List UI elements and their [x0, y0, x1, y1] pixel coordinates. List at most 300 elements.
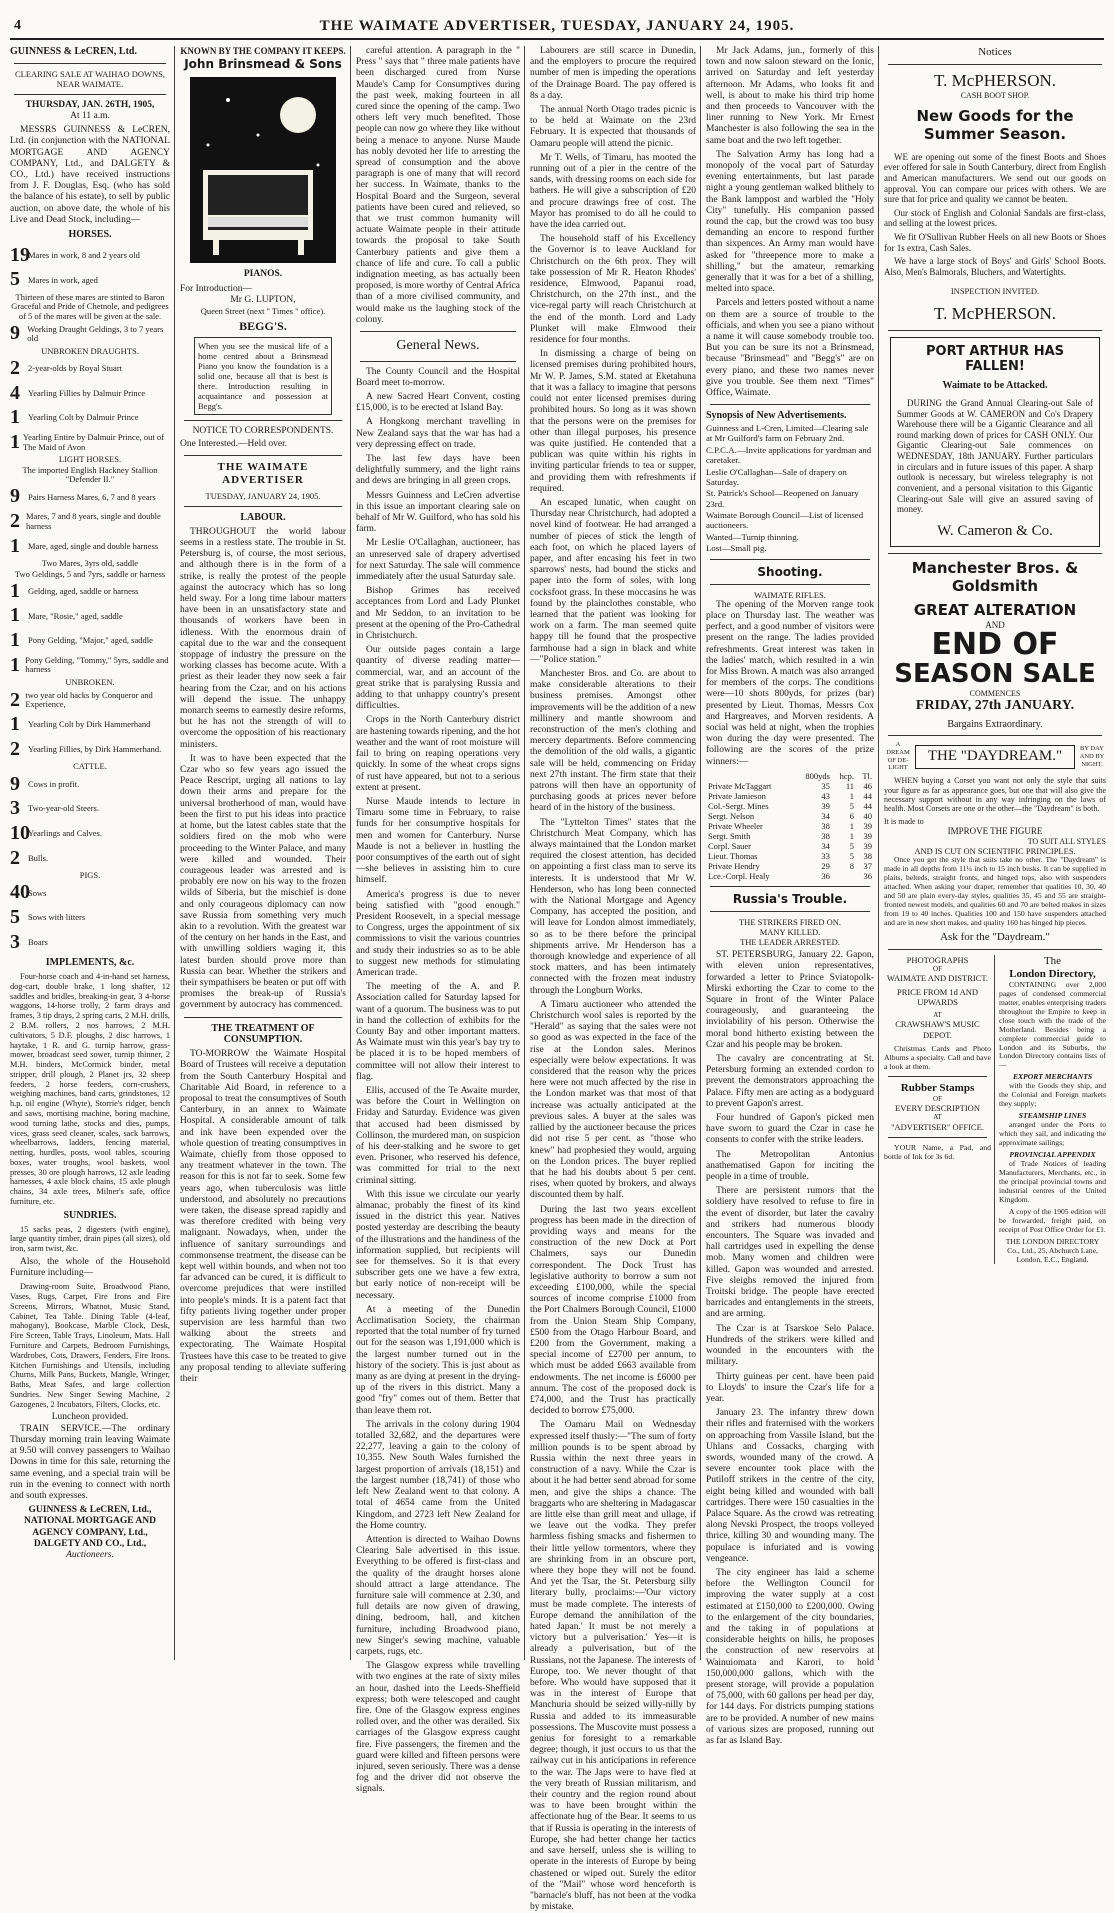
russia-para: The Metropolitan Antonius anathematised Gapon for inciting the people in a time of trouble. — [706, 1149, 874, 1183]
lot-number: 9 — [10, 485, 20, 508]
synopsis-item: Wanted—Turnip thinning. — [706, 531, 799, 542]
column-rule — [524, 46, 525, 1660]
ad-address: Queen Street (next " Times " office). — [200, 306, 326, 317]
news-para: In dismissing a charge of being on licensed premises during prohibited hours, Mr W. P. James, S.M. stated at Eketahuna that it was a fallacy to imagine that persons could not enter licensed premises during prohibited hours. So long as it was shown that the persons were on the premises for other than illegal purposes, his presence was quite justified. He contended that a publican was quite within his rights in inviting particular friends to tea or supper, and providing them with refreshments if required. — [530, 349, 696, 494]
ld-prov: PROVINCIAL APPENDIX — [1009, 1150, 1096, 1160]
score-row — [706, 811, 874, 821]
lot-list — [10, 244, 170, 954]
general-news-list — [356, 367, 520, 1796]
lot-item — [10, 466, 170, 485]
ld-export: EXPORT MERCHANTS — [1012, 1072, 1093, 1082]
lot-number: 4 — [10, 381, 20, 404]
score-row — [706, 801, 874, 811]
lot-number: 2 — [10, 846, 20, 869]
column-5 — [706, 46, 874, 1746]
photos-cards: Christmas Cards and Photo Albums a specialty. Call and have a look at them. — [884, 1043, 991, 1071]
russia-para: January 23. The infantry threw down their rifles and fraternised with the workers on approaching from Vassile Island, but the Uhlans and Cossacks, charging with swords, wounded many of the crowd. A severe encounter took place with the Putiloff strikers in the centre of the city, eight being killed and wounded with ball cartridges. There were 150 casualties in the Palace Square. As the crowd was retreating along Nevski Prospect, the troops volleyed thrice, killing 30 and wounding many. The populace is infuriated and is vowing vengeance. — [706, 1408, 874, 1564]
lot-number: 1 — [10, 579, 20, 602]
ld-steam: STEAMSHIP LINES — [1018, 1111, 1087, 1121]
news-para: The Glasgow express while travelling with two engines at the rate of sixty miles an hour, dashed into the Leeds-Sheffield express; both were telescoped and caught fire. One of the Glasgow express engines rolled over, and the other was derailed. Six carriages of the Glasgow express caught fire. Five passengers, the firemen and the guard were killed and fifteen persons were injured, seven seriously. There was a dense fog and the driver did not observe the signals. — [356, 1661, 520, 1795]
news-para: Crops in the North Canterbury district are hastening towards ripening, and the hot weather and the want of root moisture will fail to bring on reaping operations very quickly. In some of the wheat crops signs of rust have appeared, but not to a serious extent at present. — [356, 715, 520, 793]
lot-number: 2 — [10, 737, 20, 760]
ld-prov-text: of Trade Notices of leading Manufacturers, Merchants, etc., in the principal provincial towns and industrial centres of the United Kingdom. — [999, 1158, 1106, 1204]
sale-title: CLEARING SALE AT WAIHAO DOWNS, NEAR WAIMATE. — [14, 68, 166, 89]
score-table — [706, 771, 874, 881]
lot-description: CATTLE. — [73, 761, 107, 772]
lot-description: Working Draught Geldings, 3 to 7 years old — [27, 323, 164, 343]
daydream-suit: TO SUIT ALL STYLES — [1027, 836, 1106, 846]
score-cell: 35 — [821, 780, 830, 791]
horses-heading: HORSES. — [68, 229, 112, 241]
score-row — [706, 851, 874, 861]
notice-text: One Interested.—Held over. — [180, 438, 288, 449]
consumption-heading: THE TREATMENT OF CONSUMPTION. — [211, 1022, 315, 1046]
russia-subheading: THE LEADER ARRESTED. — [740, 937, 840, 948]
score-cell: 44 — [863, 800, 872, 811]
lot-item — [10, 485, 170, 509]
lot-description: Gelding, aged, saddle or harness — [28, 586, 139, 597]
cameron-subhead: Waimate to be Attacked. — [942, 380, 1048, 392]
lot-number: 1 — [10, 406, 20, 429]
lot-description: Yearlings and Calves. — [28, 828, 102, 839]
news-para: The annual North Otago trades picnic is to be held at Waimate on the 23rd February. It is expected that thousands of Oamaru people will attend the picnic. — [530, 105, 696, 149]
lot-number: 9 — [10, 772, 20, 795]
lot-item — [10, 713, 170, 737]
news-para: Parcels and letters posted without a name on them are a source of trouble to the officials, and when you see a piano without a name it will cause somebody trouble too. But you can be sure its not a Brinsmead, because "Brinsmead" and "Begg's" are on every piano, and these two names never give you trouble. See them next "Times" Office, Waimate. — [706, 298, 874, 399]
mcpherson-name: T. McPHERSON. — [934, 303, 1056, 323]
lot-item — [10, 322, 170, 346]
score-cell: 39 — [863, 840, 872, 851]
labour-para: THROUGHOUT the world labour seems in a restless state. The trouble in St. Petersburg is, of course, the most serious, and although there is in the form of a strike, is really the protest of the people against the autocracy which has so long held sway. For a long time labour matters have been in an unsatisfactory state and thousands of workers have been in idleness. With the enormous drain of capital due to the war and the consequent stoppage of industry the pressure on the working classes has become acute. With a priest as their leader they now seek a fair hearing from the Czar, and on his actions will depend the issue. The unhappy monarch seems to earnestly desire reforms, but he has not the strength of will to overcome the opposition of his reactionary ministers. — [180, 526, 346, 750]
stamps-of: OF — [933, 1095, 942, 1104]
score-cell: Private McTaggart — [708, 780, 772, 791]
russia-paragraphs — [706, 950, 874, 1747]
lot-item — [10, 604, 170, 628]
news-para: Mr Jack Adams, jun., formerly of this town and now saloon steward on the Ionic, arrived on Saturday and left yesterday afternoon. Mr Adams, who looks fit and well, is about to make his third trip home and then proceeds to Vancouver with the liner running to New York. Mr Ernest Manchester is also following the sea in the same boat and the two left together. — [706, 46, 874, 146]
russia-para: There are persistent rumors that the soldiery have resolved to refuse to fire in the event of disorder, but later the cavalry and strikers had numerous bloody encounters. The Square was invaded and hall cartridges used in expelling the dense mob. Many women and children were killed. Gapon was wounded and arrested. Five sleighs removed the injured from Troitski bridge. The people have erected barricades and entanglements in the streets, and are arming. — [706, 1186, 874, 1320]
sundries-text: 15 sacks peas, 2 digesters (with engine), large quantity timber, drain pipes (all sizes), old iron, sarm twist, &c. — [10, 1224, 170, 1254]
russia-heading: Russia's Trouble. — [732, 891, 848, 906]
score-cell — [832, 871, 856, 881]
photos-district: WAIMATE AND DISTRICT. — [886, 973, 989, 984]
lot-number: 5 — [10, 906, 20, 929]
ad-agent: Mr G. LUPTON, — [230, 295, 296, 306]
implements-text: Four-horse coach and 4-in-hand set harness, dog-cart, double brake, 1 long shafter, 12 saddles and bridles, breaking-in gear, 3 4-horse waggons, 14-horse trolly, 2 farm drays and frames, 3 tip drays, 2 spring carts, 2 M.H. drills, 2 B.M. rollers, 2 nos harrows, 2 M.H. cultivators, 5 D.F. ploughs, 2 disc harrows, 1 haytake, 1 R. and G. turnip harrow, grass-mower, broadcast seed sower, turnip thinner, 2 M.H. binders, McCormick binder, metal stripper, drill plough, 2 Planet jrs, 32 sheep feeders, 2 horse feeders, corn-crushers, weighing machines, band carts, grindstones, 12 h.p. oil engine (Whyte), Storrie's ridger, bench and saws, mortising machine, boring machine, wood turning lathe, stocks and dies, pumps, vices, grass seed cleaner, scales, sack barrows, wheelbarrows, ladders, fencing material, netting, hurdles, posts, wool tables, scouring boxes, water troughs, wool baskets, wool presses, 30 ore plough harrows, 12 axle leading harnesses, 4 axle block chains, 15 axle plough chains, 34 axle trees, Milner's safe, office furniture, etc. — [10, 972, 170, 1206]
news-para: Messrs Guinness and LeCren advertise in this issue an important clearing sale on behalf of Mr W. Guilford, who has sold his farm. — [356, 490, 520, 535]
lot-number: 1 — [10, 604, 20, 627]
photos-price: PRICE FROM 1d AND UPWARDS — [896, 987, 978, 1008]
daydream-name: THE "DAYDREAM." — [915, 745, 1075, 769]
mcpherson-name: T. McPHERSON. — [934, 70, 1056, 90]
news-para: A Timaru auctioneer who attended the Christchurch wool sales is reported by the "Herald" as saying that the sales were not so good as was expected in the face of the rise at the London sales. Merinos especially were below expectations. It was considered that the reason why the prices here were not much affected by the rise in the London market was that most of that increase was actually anticipated at the previous sales. A buyer at the sales was rallied by the auctioneer because the prices did not rise 5 per cent. as "those who knew" had prophesied they would, arguing on the London prices. The buyer replied that he had his doubts about 5 per cent. rises, when quoted by brokers, and always discounted them by half. — [530, 999, 696, 1201]
ld-copy: A copy of the 1905 edition will be forwarded, freight paid, on receipt of Post Office Order for £1. — [999, 1206, 1106, 1234]
ad-headline: KNOWN BY THE COMPANY IT KEEPS. — [180, 46, 346, 56]
mcpherson-text: Our stock of English and Colonial Sandals are first-class, and selling at the lowest prices. — [884, 207, 1106, 229]
lot-item — [10, 762, 170, 771]
score-cell: 1 — [849, 790, 855, 801]
ld-address: THE LONDON DIRECTORY Co., Ltd., 25, Abchurch Lane, London, E.C., England. — [1005, 1236, 1100, 1264]
lot-description: Sows with litters — [28, 912, 86, 923]
column-6-ads — [884, 46, 1106, 1660]
lot-item — [10, 268, 170, 292]
news-para: The County Council and the Hospital Board meet to-morrow. — [356, 366, 520, 388]
score-row — [706, 871, 874, 881]
lot-item — [10, 580, 170, 604]
score-cell: 39 — [863, 830, 872, 841]
lot-item — [10, 293, 170, 321]
lot-description: Yearling Colt by Dirk Hammerhand — [28, 719, 151, 730]
paper-date: TUESDAY, JANUARY 24, 1905. — [205, 491, 321, 501]
synopsis-item: Leslie O'Callaghan—Sale of drapery on Saturday. — [706, 466, 847, 487]
lot-item — [10, 347, 170, 356]
score-cell: 29 — [821, 860, 830, 871]
sale-time: At 11 a.m. — [70, 111, 110, 122]
cameron-firm: W. Cameron & Co. — [937, 522, 1053, 539]
sale-date: THURSDAY, JAN. 26TH, 1905, — [25, 99, 155, 110]
lot-item — [10, 455, 170, 464]
lot-item — [10, 847, 170, 871]
russia-subheading: MANY KILLED. — [759, 927, 821, 938]
lot-description: Bulls. — [28, 852, 49, 863]
furniture-text: Drawing-room Suite, Broadwood Piano, Vases, Rugs, Carpet, Fire Irons and Fire Screens, Mirrors, Whatnot, Music Stand, Cabinet, Tea Table. Dining Table (4-leaf, mahogany), Bookcase, Marble Clock, Desk, Fire Screen, Table Trays, Linoleum, Mats. Hall Furniture and Carpets, Bedroom Furnishings, Wardrobes, Cots, Drawers, Fenders, Fire Irons. Kitchen Furnishings and Utensils, including Churns, Milk Pans, Buckets, Mangle, Wringer, Baths, Meat Safes, and large collection Sundries. New Singer Sewing Machine, 2 Gazogenes, 2 Incubators, Filters, Clocks, etc. — [10, 1282, 170, 1409]
lot-description: 2-year-olds by Royal Stuart — [28, 363, 123, 374]
column-1 — [10, 46, 170, 1660]
lot-description: two year old hacks by Conqueror and Experience, — [25, 690, 153, 710]
score-col-header: 800yds — [805, 770, 830, 781]
synopsis-item: Waimate Borough Council—List of licensed auctioneers. — [706, 510, 864, 531]
bottom-ads — [884, 955, 1106, 1265]
lot-item — [10, 738, 170, 762]
lot-description: Yearling Fillies by Dalmuir Prince — [28, 387, 146, 398]
daydream-text: WHEN buying a Corset you want not only the style that suits your figure as far as appearance goes, but one that will also give the necessary support without in any way infringing on the laws of health. Most Corsets are one or the other—the "Daydream" is both. — [884, 776, 1106, 814]
synopsis-list — [706, 423, 874, 554]
score-cell: 43 — [821, 790, 830, 801]
score-row — [706, 831, 874, 841]
russia-para: Thirty guineas per cent. have been paid to Lloyds' to insure the Czar's life for a year. — [706, 1371, 874, 1404]
score-cell: 38 — [821, 820, 830, 831]
lot-description: UNBROKEN. — [65, 677, 115, 688]
lot-number: 3 — [10, 930, 20, 953]
ad-beggs-text: When you see the musical life of a home centred about a Brinsmead Piano you know the foundation is a solid one, because all that is best is there. Introduction resulting in acquaintance and possession at Begg's. — [194, 337, 332, 415]
lot-number: 3 — [10, 797, 20, 820]
mcpherson-subtitle: CASH BOOT SHOP. — [960, 91, 1030, 101]
cameron-text: DURING the Grand Annual Clearing-out Sale of Summer Goods at W. CAMERON and Co's Drapery Warehouse there will be a Gigantic Clearance and all round marking down of prices for CASH ONLY. Our Gigantic Clearing-out Sale commences on WEDNESDAY, 18th JANUARY. Further particulars in circulars and in future issues of this paper. A sharp outlook is necessary, but wireless telegraphy is not convenient, and a personal visitation to this Gigantic Clearing-out Sale will give an assured saving of money. — [897, 398, 1093, 515]
manchester-head1: GREAT ALTERATION — [913, 600, 1077, 619]
lot-description: Two Mares, 3yrs old, saddle — [41, 558, 139, 569]
score-cell: 1 — [849, 830, 855, 841]
news-para: The Salvation Army has long had a monopoly of the vocal part of Saturday evening entertainments, but last parade night a young gentleman walked blithely to the Bank lamppost and warbled the "Holy City" tunefully. His companion passed round the cap, but the crowd was too busy demanding an encore to respond further than sixpences. An Army man would have asked for "threepence more to make a shilling," but the amateur, remarking generally that it was for a bet of a shilling, melted into space. — [706, 149, 874, 295]
score-row — [706, 861, 874, 871]
score-cell: 40 — [863, 810, 872, 821]
russia-subheading: THE STRIKERS FIRED ON. — [738, 917, 841, 928]
mcpherson-inspection: INSPECTION INVITED. — [950, 285, 1040, 296]
score-col-header: hcp. — [839, 770, 855, 781]
shooting-heading: Shooting. — [757, 564, 823, 579]
score-row — [706, 791, 874, 801]
score-row — [706, 821, 874, 831]
ad-beggs: BEGG'S. — [239, 319, 287, 334]
news-para: The arrivals in the colony during 1904 totalled 32,682, and the departures were 22,277, leaving a gain to the colony of 10,355. New South Wales furnished the largest proportion of arrivals (18,151) and the largest number (18,741) of those who left New Zealand went to that colony. A total of 4654 came from the United Kingdom, and 2723 left New Zealand for the Home country. — [356, 1419, 520, 1531]
manchester-head2: END OF — [931, 627, 1059, 663]
lot-description: Cows in profit. — [28, 778, 80, 789]
lot-item — [10, 822, 170, 846]
lot-item — [10, 871, 170, 880]
masthead — [10, 2, 1104, 40]
auction-firm: GUINNESS & LeCREN, Ltd. — [10, 46, 137, 57]
news-para: A new Sacred Heart Convent, costing £15,000, is to be erected at Island Bay. — [356, 392, 520, 414]
synopsis-item: St. Patrick's School—Reopened on January 23rd. — [706, 488, 859, 509]
score-cell: 39 — [821, 800, 830, 811]
lot-number: 19 — [10, 243, 30, 266]
luncheon-text: Luncheon provided. — [51, 1412, 129, 1423]
lot-number: 40 — [10, 881, 30, 904]
synopsis-item: Guinness and L-Cren, Limited—Clearing sale at Mr Guilford's farm on February 2nd. — [706, 423, 869, 444]
cameron-headline: PORT ARTHUR HAS FALLEN! — [925, 343, 1065, 374]
signature: DALGETY AND CO., Ltd., — [33, 1538, 147, 1549]
shooting-text: The opening of the Morven range took place on Thursday last. The weather was perfect, and a good number of visitors were present on the range. The ladies provided refreshments. Great interest was taken in the ladies' match, which resulted in a win for Miss Brown. A match was also arranged for members of the corps. The conditions were—10 shots 800yds, for prizes (bar) presented by Lieut. Thomas, Messrs Cox and Hargreaves, and Morven residents. A social was held at night, when the trophies won during the day were presented. The following are the scores of the prize winners:— — [706, 599, 874, 767]
news-para: America's progress is due to never being satisfied with "good enough." President Roosevelt, in a special message to Congress, urges the appointment of six commissions to visit the various countries and study their industries so as to be able to suggest new methods for stimulating American trade. — [356, 889, 520, 978]
news-para: Manchester Bros. and Co. are about to make considerable alterations to their business premises. Amongst other improvements will be the addition of a new millinery and mantle showroom and reconstruction of the men's clothing and mercery departments. Before commencing the demolition of the old walls, a gigantic sale will be held, commencing on Friday next 27th instant. The firm state that their patrons will then have an opportunity of purchasing goods at prices never before heard of in the history of the business. — [530, 668, 696, 814]
notices-heading: Notices — [978, 46, 1012, 58]
score-cell: 1 — [849, 820, 855, 831]
shooting-subheading: WAIMATE RIFLES. — [754, 589, 826, 600]
lot-item — [10, 510, 170, 534]
sale-intro: MESSRS GUINNESS & LeCREN, Ltd. (in conjunction with the NATIONAL MORTGAGE AND AGENCY COMPANY, Ltd., and DALGETY & CO., Ltd.) have received instructions from J. F. Douglas, Esq. (who has sold the balance of his estate), to sell by public auction, on above date, the whole of his Live and Dead Stock, including— — [10, 125, 170, 225]
daydream-science: AND IS CUT ON SCIENTIFIC PRINCIPLES. — [914, 846, 1076, 857]
score-col-header — [706, 771, 794, 781]
lot-description: Pairs Harness Mares, 6, 7 and 8 years — [28, 491, 156, 502]
lot-description: LIGHT HORSES. — [58, 454, 122, 465]
ld-name: London Directory, — [1009, 967, 1096, 980]
labour-para: It was to have been expected that the Czar who so few years ago issued the Peace Rescript, urging all nations to lay down their arms and prepare for the universal brotherhood of man, would have been the first to put his ideas into practice at home, but the latest cables state that the soldiers fired on the mob who were proceeding to the Winter Palace, and many were killed and wounded. Their courageous leader was arrested and is probably ere now on his way to the frozen wilds of Siberia, but the mischief is done and only courageous diplomacy can now save Russia from something very much akin to a revolution. With the greatest war of the century on her hands in the East, and with unwilling soldiers waging it, this latest burden should prove more than Russia can bear. Whether the strikers and their sympathisers be beaten or put off with promises the break-up of Russia's government by autocracy has commenced. — [180, 753, 346, 1011]
score-cell: Lce.-Corpl. Healy — [708, 870, 770, 881]
news-para: During the last two years excellent progress has been made in the direction of providing ways and means for the construction of the new Dock at Port Chalmers, says our Dunedin correspondent. The Dock Trust has legislative authority to borrow a sum not exceeding £100,000, while the special sources of income comprise £1000 from the Port Chalmers Borough Council, £1000 from the Union Steam Ship Company, £500 from the Otago Harbour Board, and £200 from the Government, making a special income of £2700 per annum, to which must be added £663 available from endowments. The net income is £6000 per annum. The cost of the proposed dock is £74,000, and the Trust has practically decided to borrow £75,000. — [530, 1204, 696, 1417]
signature: NATIONAL MORTGAGE AND AGENCY COMPANY, Ltd., — [24, 1516, 156, 1538]
lot-description: Mares, 7 and 8 years, single and double harness — [25, 511, 161, 531]
daydream-left: A DREAM OF DE-LIGHT — [886, 741, 910, 772]
lot-number: 1 — [10, 653, 20, 676]
news-para: At a meeting of the Dunedin Acclimatisation Society, the chairman reported that the total number of fry turned out for the season was 1,191,000 which is the largest number turned out in the history of the society. This is just about as many as are dying at present in the drying-up of the rivers in this district. Many a good "fry" comes out of them. Better that than leave them rot. — [356, 1304, 520, 1416]
lot-number: 2 — [10, 688, 20, 711]
piano-illustration — [188, 75, 338, 265]
score-cell: Sergt. Nelson — [708, 810, 755, 821]
russia-para: Four hundred of Gapon's picked men have sworn to guard the Czar in case he consents to confer with the strike leaders. — [706, 1113, 874, 1146]
lot-item — [10, 654, 170, 678]
lot-description: Mares in work, 8 and 2 years old — [28, 249, 140, 260]
lot-description: Yearling Entire by Dalmuir Prince, out of The Maid of Avon — [22, 432, 164, 452]
column-4 — [530, 46, 696, 1913]
score-cell: 46 — [863, 780, 872, 791]
lot-description: Mare, "Rosie," aged, saddle — [28, 610, 123, 621]
lot-item — [10, 431, 170, 455]
masthead-title: THE WAIMATE ADVERTISER, TUESDAY, JANUARY 24, 1905. — [319, 18, 795, 34]
news-para: The Oamaru Mail on Wednesday expressed itself thusly:—"The sum of forty million pounds is to be spent abroad by Russia within the next three years in construction of a navy. While the Czar is about it he had better send abroad for some men, and give the ships a chance. The braggarts who are sheltering in Madagascar are little else than grill meat and ullage, if we leave out the vodka. They prefer harmless fishing smacks and fishermen to their little yellow tormentors, where they are shrinking from in an obscure port, where they hope they will not be found. And yet the Tsar, the St. Petersburg silly literary bully, proclaims:—'Our victory must be made complete. The interests of Europe demand the annihilation of the hated Japan.' It must be not merely a victory but a pulverisation.' Yes—it is already a pulverisation, but of the Russians, not the Japanese. The interests of Europe, too. We never thought of that before. Who would have supposed that it was in the interest of Europe that Manchuria should be seized willy-nilly by Russia and added to its immeasurable possessions. The Muscovite must possess a genius for foresight to a remarkable degree; though, it just occurs to us that the railway cut in his anticipations in reference to the war. The Japs were to have fled at the very breath of Russian militarism, and their country and the region round about was to have been brought within the affectionate hug of the Bear. It seems to us that if Russia is operating in the interests of Europe, she had better change her tactics and save herself, unless she is willing to operate in the interests of Europe by being chastened or wiped out. Surely the editor of the "Mail" whose word henceforth is "barnacle's bluff, has not been at the vodka by mistake. — [530, 1420, 696, 1913]
signature: Auctioneers. — [66, 1549, 114, 1560]
lot-item — [10, 797, 170, 821]
lot-description: Yearling Fillies, by Dirk Hammerhand. — [28, 743, 162, 754]
lot-description: Thirteen of these mares are stinted to Baron Graceful and Pride of Chetnole, and pedigrees of 5 of the mares will be given at the sale. — [11, 292, 169, 321]
news-para: Nurse Maude intends to lecture in Timaru some time in February, to raise funds for her consumptive hospitals for men and women for Canterbury. Nurse Maude is not a believer in hustling the poor consumptives of the earth out of sight—she believes in assisting him to cure himself. — [356, 796, 520, 886]
score-cell: Private Wheeler — [708, 820, 763, 831]
score-cell: 5 — [849, 800, 855, 811]
lot-description: Pony Gelding, "Major," aged, saddle — [28, 635, 153, 646]
implements-heading: IMPLEMENTS, &c. — [45, 957, 135, 969]
general-news-heading: General News. — [396, 338, 480, 354]
score-cell: 36 — [863, 870, 872, 881]
news-para: The meeting of the A. and P. Association called for Saturday lapsed for want of a quorum. The business was to put in hand the collection of exhibits for the County Bay and other important matters. As Waimate must win this year's bay try to be placed it is to be hoped members of committee will not allow their interest to flag. — [356, 982, 520, 1082]
photos-shop: CRAWSHAW'S MUSIC DEPOT. — [895, 1019, 980, 1040]
daydream-header — [884, 741, 1106, 772]
score-cell: 11 — [845, 780, 855, 791]
daydream-improve: IMPROVE THE FIGURE — [947, 826, 1043, 837]
manchester-commences: COMMENCES — [969, 688, 1021, 698]
lot-description: The imported English Hackney Stallion "Defender II." — [22, 464, 158, 485]
lot-description: Boars — [28, 936, 48, 947]
synopsis-heading: Synopsis of New Advertisements. — [706, 410, 847, 422]
lot-description: Two-year-old Steers. — [28, 803, 99, 814]
daydream-made: It is made to — [884, 816, 924, 826]
score-cell: 44 — [863, 790, 872, 801]
column-3 — [356, 46, 520, 1795]
lot-description: UNBROKEN DRAUGHTS. — [41, 345, 139, 356]
synopsis-item: C.P.C.A.—Invite applications for yardman and caretaker. — [706, 444, 872, 466]
news-para: Our outside pages contain a large quantity of diverse reading matter—commercial, war, and an account of the great strike that is paralysing Russia and adding to that unhappy country's present difficulties. — [356, 645, 520, 712]
daydream-right: BY DAY AND BY NIGHT. — [1079, 745, 1105, 768]
lot-description: Yearling Colt by Dalmuir Prince — [28, 412, 139, 423]
russia-para: The cavalry are concentrating at St. Petersburg forming an extended cordon to prevent the demonstrators approaching the Palace. Fifty men are acting as a bodyguard to prevent Gapon's arrest. — [706, 1054, 874, 1109]
score-cell: 8 — [849, 860, 855, 871]
mcpherson-text: We have a large stock of Boys' and Girls' School Boots. Also, Men's Balmorals, Bluchers, and Watertights. — [884, 256, 1106, 277]
manchester-date: FRIDAY, 27th JANUARY. — [915, 698, 1075, 714]
lot-item — [10, 881, 170, 905]
crawshaw-ad — [884, 955, 995, 1265]
lot-item — [10, 244, 170, 268]
news-para: The household staff of his Excellency the Governor is to leave Auckland for Christchurch on the 6th prox. They will take possession of Mr R. Heaton Rhodes' residence, Elmwood, Papanui road, Christchurch, on the 27th inst., and the vice-regal party will reach Christchurch at the end of the month. Lord and Lady Plunket will make Elmwood their residence for four months. — [530, 234, 696, 346]
stamps-every: EVERY DESCRIPTION — [895, 1103, 980, 1114]
photos-of: OF — [933, 964, 942, 973]
russia-para: ST. PETERSBURG, January 22. Gapon, with eleven union representatives, forwarded a letter to Prince Sviatopolk-Mirski exhorting the Czar to come to the Square in front of the Winter Palace courageously, and guaranteeing the inviolability of his person. Otherwise the moral bond hitherto existing between the Czar and his people may be broken. — [706, 950, 874, 1050]
mcpherson-headline: New Goods for the Summer Season. — [916, 107, 1074, 144]
lot-number: 9 — [10, 322, 20, 345]
score-cell: Corpl. Sauer — [708, 840, 751, 851]
score-cell: 34 — [821, 840, 830, 851]
news-para: Labourers are still scarce in Dunedin, and the employers to procure the required number of men is impeding the operations of the Drainage Board. The pay offered is 8s a day. — [530, 46, 696, 101]
manchester-head3: SEASON SALE — [894, 659, 1096, 690]
lot-item — [10, 629, 170, 653]
sundries-heading: SUNDRIES. — [63, 1209, 117, 1221]
news-para: With this issue we circulate our yearly almanac, probably the finest of its kind issued in the district this year. Natives posted yesterday are describing the beauty of the illustrations and the handiness of the information supplied, but recipients will see for themselves. So it is that every subscriber gets one we have a few extra, but early notice of non-receipt will be necessary. — [356, 1189, 520, 1301]
lot-description: Sows — [28, 887, 47, 898]
labour-heading: LABOUR. — [240, 512, 286, 524]
score-col-header: Tl. — [862, 770, 872, 781]
lot-number: 2 — [10, 510, 20, 533]
page-number: 4 — [14, 18, 21, 33]
score-cell: 38 — [821, 830, 830, 841]
news-para: A Hongkong merchant travelling in New Zealand says that the war has had a very depressing effect on trade. — [356, 417, 520, 450]
russia-para: The Czar is at Tsarskoe Selo Palace. Hundreds of the strikers were killed and wounded in the encounters with the military. — [706, 1323, 874, 1368]
ld-steam-text: arranged under the Ports to which they sail, and indicating the approximate sailings; — [999, 1120, 1106, 1148]
score-cell: Private Hendry — [708, 860, 760, 871]
column-rule — [700, 46, 701, 1660]
london-directory-ad — [999, 955, 1106, 1265]
editorial-continued: careful attention. A paragraph in the " Press " says that " three male patients have been discharged cured from Nurse Maude's Camp for Consumptives during the past week, making fourteen in all cured since the opening of the camp. Two others left very much benefited. Those people can now go where they like without being a menace to anyone. Nurse Maude has nobly devoted her life to arresting the spread of consumption and the above paragraph is one of many that will record her success. In Waimate, thanks to the Hospital Board and the Surgeon, several patients have been cured and relieved, so that we trust common humanity will actuate Waimate people in their attitude towards the proposal to take South Canterbury patients and give them a chance of life and cure. To call a public indignation meeting, as has actually been proposed, is more worthy of Central Africa than of a more civilised community, and would make us the laughing stock of the colony. — [356, 46, 520, 325]
score-row — [706, 841, 874, 851]
cameron-ad — [890, 337, 1100, 548]
mcpherson-text: WE are opening out some of the finest Boots and Shoes ever offered for sale in South Canterbury, direct from English and American manufacturers. We send out our goods on approval. You can compare our prices with others. We are sure that for price and quality we cannot be beaten. — [884, 151, 1106, 205]
lot-item — [10, 570, 170, 579]
lot-item — [10, 773, 170, 797]
score-cell: 34 — [821, 810, 830, 821]
lot-item — [10, 382, 170, 406]
daydream-ask: Ask for the "Daydream." — [940, 930, 1050, 943]
stamps-your: YOUR Name, a Pad, and bottle of Ink for 3s 6d. — [884, 1142, 991, 1161]
photos-at: AT — [933, 1011, 942, 1020]
score-cell: Sergt. Smith — [708, 830, 751, 841]
score-cell: 38 — [863, 850, 872, 861]
lot-item — [10, 678, 170, 687]
score-cell: 33 — [821, 850, 830, 861]
daydream-text2: Once you get the style that suits take no other. The "Daydream" is made in all depths from 11¼ inch to 15 inch busks. It can be supplied in plaits, belteds, straight fronts, and hinged tops, also with suspenders attached. When asking your draper, remember that qualities 10, 30, 40 and 50 are plain every-day styles, qualities 35, 45 and 55 are straight-fronted newest models, and qualities 60 and 70 are belted makes in sizes from 19 to 40 inches. Qualities 100 and 150 have suspenders attached and are in new short makes, and quality 160 has hinged hip pieces. — [884, 855, 1106, 927]
score-cell: Col.-Sergt. Mines — [708, 800, 769, 811]
lot-item — [10, 931, 170, 955]
stamps-heading: Rubber Stamps — [900, 1082, 975, 1095]
lot-item — [10, 906, 170, 930]
stamps-at: AT — [933, 1113, 942, 1122]
score-cell: 37 — [863, 860, 872, 871]
news-para: An escaped lunatic, when caught on Thursday near Christchurch, had adopted a novel kind of footwear. He had arranged a number of pieces of stick the length of each foot, on which he placed layers of paper, and after encasing his feet in two sparrows' nests, had bound the sticks and paper into the form of soles, with long cocksfoot grass. In these moccasins he was found by the plainclothes constable, who learned that the patient was looking for work on a farm. The man seemed quite happy till he found that the prospective farmhouse had a sign in black and white—"Police station." — [530, 497, 696, 665]
ld-text: CONTAINING over 2,000 pages of condensed commercial matter, enables enterprising traders throughout the Empire to keep in close touch with the trade of the Motherland. Besides being a complete commercial guide to London and its Suburbs, the London Directory contains lists of— — [999, 979, 1106, 1070]
lot-item — [10, 357, 170, 381]
score-cell: Lieut. Thomas — [708, 850, 758, 861]
news-paragraphs — [530, 46, 696, 1913]
news-para: Mr T. Wells, of Timaru, has mooted the running out of a pier in the centre of the sands, with dressing rooms on each side for bathers. He will give a subscription of £20 and procure drawings free of cost. The Mayor has promised to do all he could to have the idea carried out. — [530, 152, 696, 231]
ad-pianos: PIANOS. — [243, 268, 283, 279]
lot-item — [10, 406, 170, 430]
lot-number: 1 — [10, 629, 20, 652]
lot-item — [10, 559, 170, 568]
paper-nameplate: THE WAIMATE ADVERTISER — [217, 461, 309, 487]
signature: GUINNESS & LeCREN, Ltd., — [28, 1505, 152, 1516]
lot-number: 10 — [10, 821, 30, 844]
news-para: The "Lyttelton Times" states that the Christchurch Meat Company, which has always maintained that the London market required the closest attention, has decided on appointing a first class man to serve its interests. It is understood that Mr W. Henderson, who has long been connected with the National Mortgage and Agency Company, has accepted the position, and will leave for London almost immediately, so as to be there before the principal shipments arrive. Mr Henderson has a thorough knowledge and experience of all stock matters, and has been intimately connected with the frozen meat industry through the Longburn Works. — [530, 817, 696, 996]
household-text: Also, the whole of the Household Furniture including— — [10, 1256, 170, 1279]
column-2 — [180, 46, 346, 1660]
lot-number: 1 — [10, 534, 20, 557]
score-cell: 39 — [863, 820, 872, 831]
score-cell: 36 — [821, 870, 830, 881]
notice-heading: NOTICE TO CORRESPONDENTS. — [192, 425, 334, 436]
lot-number: 5 — [10, 268, 20, 291]
lot-description: Mare, aged, single and double harness — [28, 540, 159, 551]
moon-icon — [280, 97, 316, 133]
news-para: Bishop Grimes has received acceptances from Lord and Lady Plunket and Mr Seddon, to an invitation to be present at the opening of the Pro-Cathedral in Christchurch. — [356, 586, 520, 642]
lot-item — [10, 689, 170, 713]
ad-intro: For Introduction— — [180, 283, 253, 294]
column-rule — [350, 46, 351, 1660]
score-row — [706, 781, 874, 791]
train-text: TRAIN SERVICE.—The ordinary Thursday morning train leaving Waimate at 9.50 will convey passengers to Waihao Downs in time for this sale, returning the same evening, and a special train will be run in the evening to connect with north and south expresses. — [10, 1423, 170, 1501]
synopsis-item: Lost—Small pig. — [706, 543, 767, 554]
lot-description: Mares in work, aged — [28, 274, 98, 285]
lot-number: 1 — [10, 430, 20, 453]
manchester-and: AND — [985, 619, 1005, 630]
lot-number: 1 — [10, 713, 20, 736]
news-para: Attention is directed to Waihao Downs Clearing Sale advertised in this issue. Everything to be offered is first-class and the quality of the draught horses alone should attract a large attendance. The furniture sale will commence at 2.30, and full details are now given of drawing, dining, bedroom, hall, and kitchen furniture, including Broadwood piano, new Singer's sewing machine, valuable carpets, rugs, etc. — [356, 1534, 520, 1657]
russia-para: The city engineer has laid a scheme before the Wellington Council for improving the water supply at a cost estimated at £150,000 to £200,000. Owing to the enlargement of the city boundaries, and the taking in of populations at considerable heights on hills, he proposes the construction of new reservoirs at Wainuiomata and Karori, to hold 150,000,000 gallons, which with the present storage, will provide a population of 75,000, with 60 gallons per head per day, for 144 days. For districts pumping stations are to be provided. A number of new mains of various sizes are proposed, running out as far as Island Bay. — [706, 1567, 874, 1746]
news-para: The last few days have been delightfully summery, and the light rains and dews are bringing in all green crops. — [356, 454, 520, 487]
lot-number: 2 — [10, 357, 20, 380]
score-cell: 6 — [849, 810, 855, 821]
